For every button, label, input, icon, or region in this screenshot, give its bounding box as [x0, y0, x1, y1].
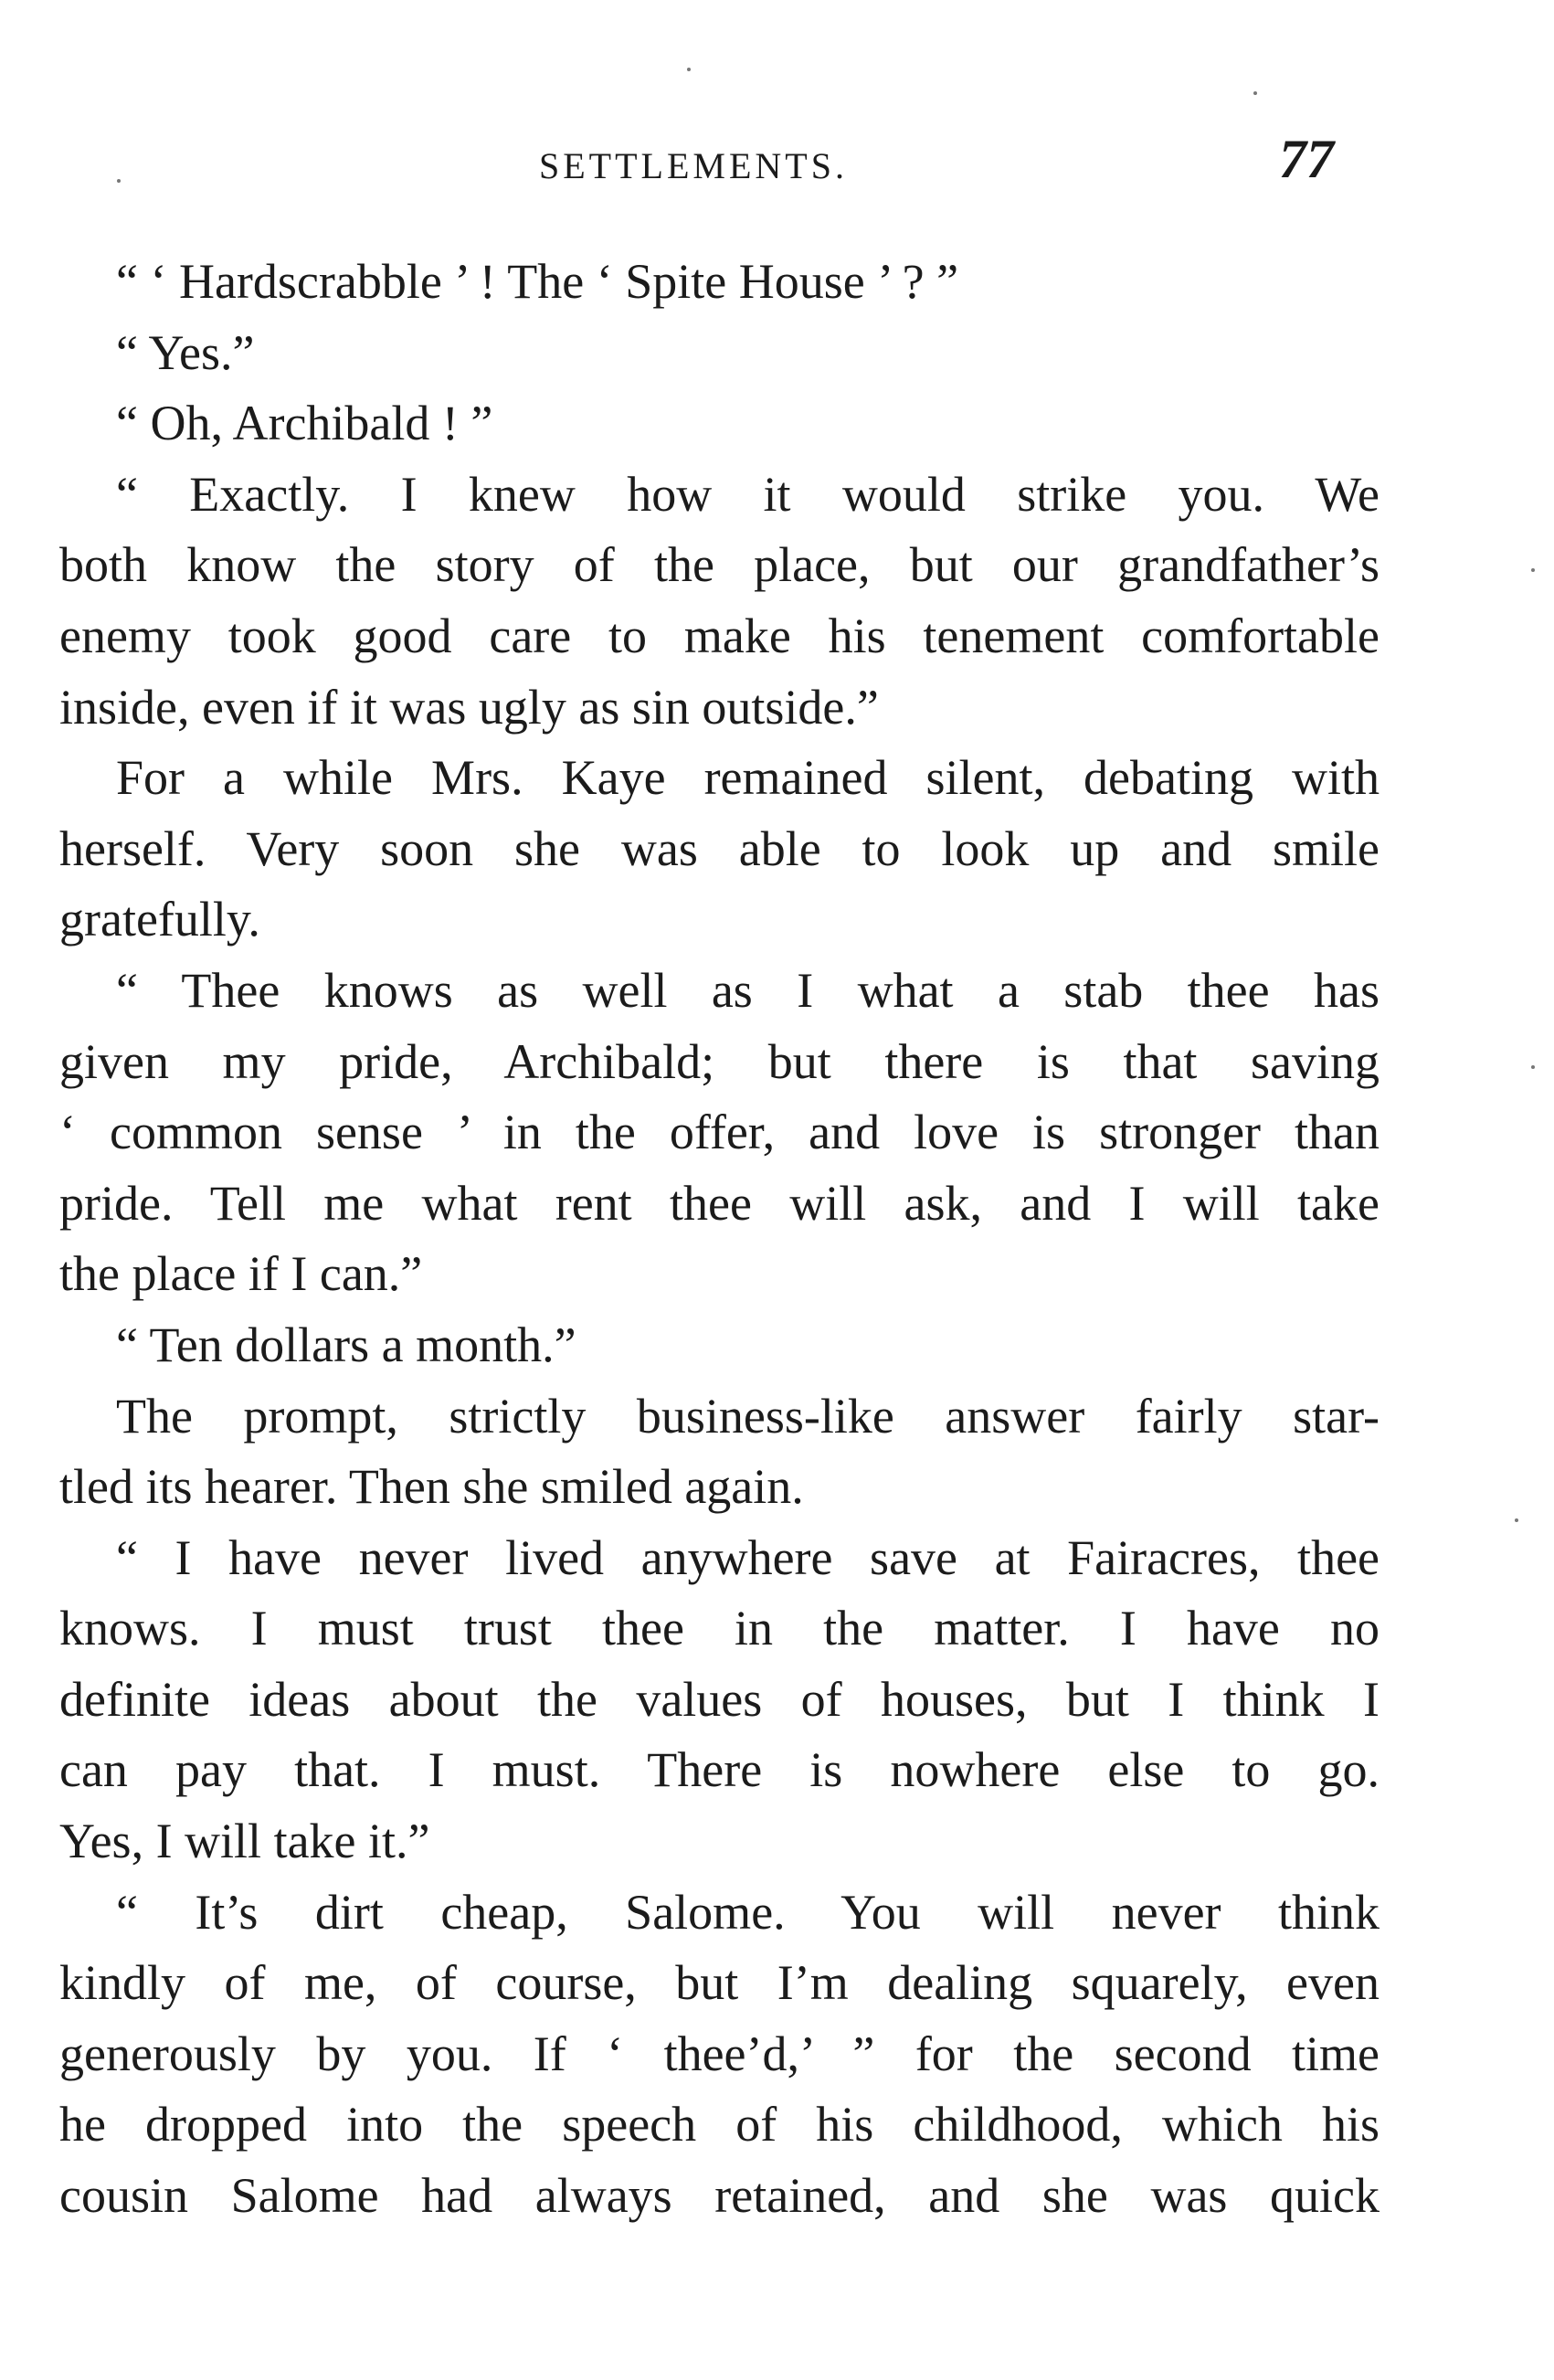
- text-line: enemy took good care to make his tenement comfortable: [59, 608, 1380, 663]
- text-line: The prompt, strictly business-like answer fairly star-: [116, 1388, 1380, 1444]
- paper-speck: [687, 68, 691, 71]
- paper-speck: [1515, 1518, 1518, 1522]
- text-line: generously by you. If ‘ thee’d,’ ” for the second time: [59, 2026, 1380, 2081]
- text-line: can pay that. I must. There is nowhere else to go.: [59, 1742, 1380, 1798]
- text-line: he dropped into the speech of his childhood, which his: [59, 2097, 1380, 2153]
- text-line: the place if I can.”: [59, 1246, 423, 1302]
- text-line: Yes, I will take it.”: [59, 1814, 430, 1869]
- paper-speck: [1253, 91, 1257, 95]
- text-line: both know the story of the place, but our grandfather’s: [59, 537, 1380, 593]
- text-line: For a while Mrs. Kaye remained silent, debating with: [116, 750, 1380, 806]
- paper-speck: [1531, 568, 1535, 572]
- text-line: herself. Very soon she was able to look up and smile: [59, 820, 1380, 876]
- text-line: tled its hearer. Then she smiled again.: [59, 1459, 804, 1515]
- text-line: given my pride, Archibald; but there is that saving: [59, 1033, 1380, 1089]
- text-line: cousin Salome had always retained, and she was quick: [59, 2168, 1380, 2224]
- text-line: knows. I must trust thee in the matter. I have no: [59, 1601, 1380, 1656]
- text-line: “ It’s dirt cheap, Salome. You will never think: [116, 1884, 1380, 1940]
- text-line: ‘ common sense ’ in the offer, and love is stronger than: [59, 1105, 1380, 1160]
- text-line: inside, even if it was ugly as sin outside.”: [59, 679, 879, 735]
- text-line: “ Exactly. I knew how it would strike you. We: [116, 466, 1380, 522]
- text-line: gratefully.: [59, 892, 260, 947]
- text-body: [59, 247, 1380, 2232]
- text-line: “ Thee knows as well as I what a stab thee has: [116, 962, 1380, 1018]
- running-head: SETTLEMENTS.: [539, 145, 848, 186]
- text-line: “ ‘ Hardscrabble ’ ! The ‘ Spite House ’ ? ”: [116, 254, 959, 309]
- paper-speck: [1531, 1065, 1535, 1069]
- text-line: “ Oh, Archibald ! ”: [116, 396, 493, 451]
- paper-speck: [117, 179, 121, 183]
- page-number: 77: [1279, 129, 1334, 189]
- text-line: “ Ten dollars a month.”: [116, 1317, 576, 1372]
- text-line: “ Yes.”: [116, 324, 255, 380]
- text-line: definite ideas about the values of houses, but I think I: [59, 1671, 1380, 1727]
- text-line: kindly of me, of course, but I’m dealing squarely, even: [59, 1955, 1380, 2011]
- text-line: “ I have never lived anywhere save at Fairacres, thee: [116, 1529, 1380, 1585]
- text-line: pride. Tell me what rent thee will ask, and I will take: [59, 1175, 1380, 1231]
